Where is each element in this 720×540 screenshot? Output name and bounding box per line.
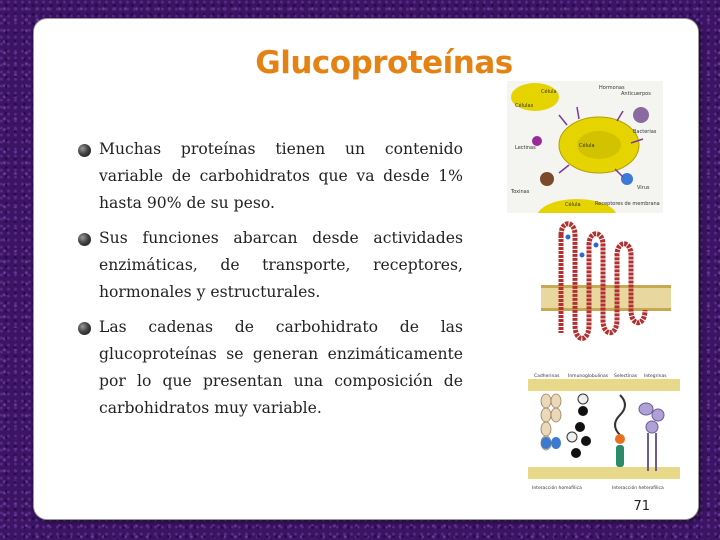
- bullet-dot-icon: [78, 233, 91, 246]
- bullet-text: Las cadenas de carbohidrato de las glucoproteínas se generan enzimáticamente por lo que presentan una composición de carbohidratos muy variable.: [99, 318, 463, 417]
- cell-diagram-image: [507, 81, 663, 213]
- bullet-item: [78, 314, 463, 422]
- page-number: 71: [633, 499, 650, 514]
- immunoglobulins-label: Inmunoglobulinas: [568, 374, 609, 379]
- hormones-label: Hormonas: [599, 85, 625, 91]
- bullet-list: [78, 136, 463, 430]
- integrins-label: Integrinas: [644, 374, 667, 379]
- bullet-dot-icon: [78, 144, 91, 157]
- bullet-text: Muchas proteínas tienen un contenido variable de carbohidratos que va desde 1% hasta 90% de su peso.: [99, 140, 463, 212]
- cell-label: Célula: [579, 143, 595, 149]
- slide: [33, 18, 699, 520]
- antibodies-label: Anticuerpos: [621, 91, 651, 97]
- slide-title: Glucoproteínas: [255, 45, 513, 81]
- virus-label: Virus: [637, 185, 650, 191]
- heterophilic-label: Interacción heterofílica: [612, 486, 664, 491]
- homophilic-label: Interacción homofílica: [532, 486, 582, 491]
- membrane-receptors-label: Receptores de membrana: [595, 201, 660, 207]
- cell-label: Célula: [541, 89, 557, 95]
- bullet-item: [78, 225, 463, 306]
- cells-label: Células: [515, 103, 534, 109]
- bullet-dot-icon: [78, 322, 91, 335]
- lectins-label: Lectinas: [515, 145, 536, 151]
- bullet-text: Sus funciones abarcan desde actividades enzimáticas, de transporte, receptores, hormonales y estructurales.: [99, 229, 463, 301]
- toxins-label: Toxinas: [511, 189, 530, 195]
- cadherins-label: Cadherinas: [534, 374, 560, 379]
- selectins-label: Selectinas: [614, 374, 638, 379]
- bullet-item: [78, 136, 463, 217]
- cell-label: Célula: [565, 202, 581, 208]
- adhesion-molecules-image: [528, 371, 680, 501]
- bacteria-label: Bacterias: [633, 129, 657, 135]
- membrane-protein-image: [541, 215, 671, 355]
